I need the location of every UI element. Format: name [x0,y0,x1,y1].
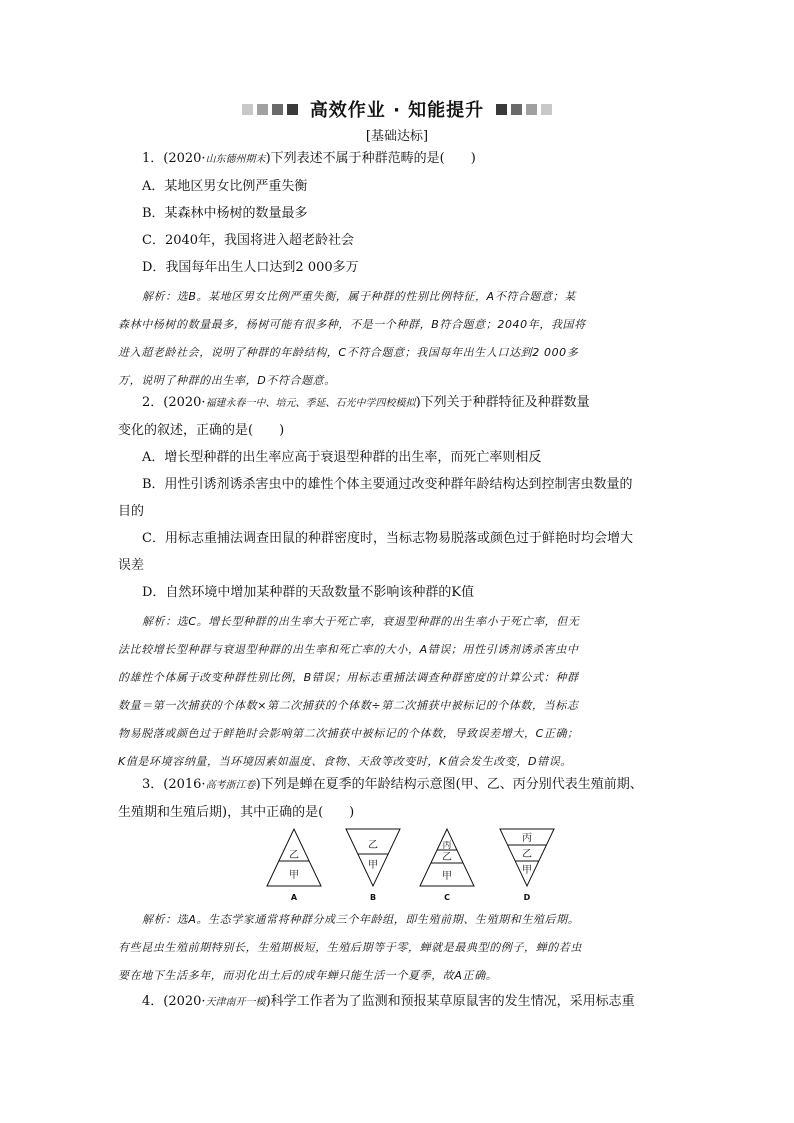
question-source: 福建永春一中、培元、季延、石光中学四校模拟 [205,398,416,409]
page-title: 高效作业 · 知能提升 [309,100,485,121]
analysis-line: 要在地下生活多年，而羽化出土后的成年蝉只能生活一个夏季，故A正确。 [118,969,498,982]
option-a: A．增长型种群的出生率应高于衰退型种群的出生率，而死亡率则相反 [142,450,542,465]
question-source: 高考浙江卷 [205,780,256,791]
section-subtitle: [基础达标] [365,129,429,144]
option-b-cont: 目的 [118,504,145,519]
square-decoration [511,104,522,115]
analysis-line: 解析：选A。生态学家通常将种群分成三个年龄组，即生殖前期、生殖期和生殖后期。 [142,913,580,926]
question-source: 天津南开一模 [205,997,266,1008]
analysis [118,283,678,395]
pyramid-c-layer-middle: 乙 [442,852,452,863]
square-decoration [287,104,298,115]
question-stem: 1．(2020·山东德州期末)下列表述不属于种群范畴的是( ) [142,151,476,166]
analysis-line: 有些昆虫生殖前期特别长，生殖期极短，生殖后期等于零，蝉就是最典型的例子，蝉的若虫 [118,941,582,954]
left-decoration [240,100,300,119]
pyramid-b-layer-top: 乙 [368,840,378,851]
question-1 [118,145,678,395]
square-decoration [541,104,552,115]
analysis-line: 物易脱落或颜色过于鲜艳时会影响第二次捕获中被标记的个体数，导致误差增大，C正确； [118,727,579,740]
analysis-line: 数量＝第一次捕获的个体数×第二次捕获的个体数÷第二次捕获中被标记的个体数，当标志 [118,699,579,712]
pyramid-c-layer-top: 丙 [442,841,452,851]
option-c-cont: 误差 [118,558,145,573]
analysis-line: 法比较增长型种群与衰退型种群的出生率和死亡率的大小，A错误；用性引诱剂诱杀害虫中 [118,643,579,656]
analysis-line: 解析：选B。某地区男女比例严重失衡，属于种群的性别比例特征，A不符合题意；某 [142,290,576,303]
analysis-line: K值是环境容纳量，当环境因素如温度、食物、天敌等改变时，K值会发生改变，D错误。 [118,755,572,768]
pyramids-svg [262,826,562,906]
option-c: C．2040年，我国将进入超老龄社会 [142,233,355,248]
question-stem: 3．(2016·高考浙江卷)下列是蝉在夏季的年龄结构示意图(甲、乙、丙分别代表生殖前期、 [142,777,643,792]
pyramid-c [420,829,474,902]
pyramid-b-label: B [369,893,377,902]
analysis-line: 万，说明了种群的出生率，D不符合题意。 [118,374,336,387]
analysis [118,608,678,776]
question-stem: 4．(2020·天津南开一模)科学工作者为了监测和预报某草原鼠害的发生情况，采用标志重 [142,994,635,1009]
question-stem: 2．(2020·福建永春一中、培元、季延、石光中学四校模拟)下列关于种群特征及种群数量 [142,395,590,410]
option-d: D．我国每年出生人口达到2 000多万 [142,260,359,275]
option-d: D．自然环境中增加某种群的天敌数量不影响该种群的K值 [142,585,475,600]
square-decoration [257,104,268,115]
pyramid-b-layer-bottom: 甲 [368,860,378,871]
square-decoration [496,104,507,115]
pyramid-d-layer-top: 丙 [522,833,532,844]
square-decoration [242,104,253,115]
pyramid-a-layer-top: 乙 [289,850,299,861]
question-2 [118,389,678,776]
pyramid-b [346,829,400,902]
question-stem-cont: 变化的叙述，正确的是( ) [118,423,285,438]
option-a: A．某地区男女比例严重失衡 [142,179,308,194]
question-stem-cont: 生殖期和生殖后期)，其中正确的是( ) [118,805,355,820]
analysis-line: 进入超老龄社会，说明了种群的年龄结构，C不符合题意；我国每年出生人口达到2 000多 [118,346,579,359]
question-3-analysis [118,906,678,990]
option-c: C．用标志重捕法调查田鼠的种群密度时，当标志物易脱落或颜色过于鲜艳时均会增大 [142,531,633,546]
analysis-line: 森林中杨树的数量最多，杨树可能有很多种，不是一个种群，B符合题意；2040年，我国将 [118,318,586,331]
question-source: 山东德州期末 [205,154,266,165]
pyramid-a [267,829,321,902]
option-b: B．用性引诱剂诱杀害虫中的雄性个体主要通过改变种群年龄结构达到控制害虫数量的 [142,477,633,492]
pyramid-c-layer-bottom: 甲 [442,871,452,882]
age-structure-figure [262,826,562,906]
pyramid-d [500,829,554,902]
pyramid-a-label: A [290,893,298,902]
section-header [0,96,794,122]
pyramid-d-label: D [523,893,531,902]
square-decoration [272,104,283,115]
analysis-line: 解析：选C。增长型种群的出生率大于死亡率，衰退型种群的出生率小于死亡率，但无 [142,615,580,628]
pyramid-c-label: C [444,893,450,902]
pyramid-a-layer-bottom: 甲 [289,870,299,881]
square-decoration [526,104,537,115]
question-3 [118,771,678,826]
analysis-line: 的雄性个体属于改变种群性别比例，B错误；用标志重捕法调查种群密度的计算公式：种群 [118,671,579,684]
pyramid-d-layer-middle: 乙 [522,849,532,860]
right-decoration [494,100,554,119]
pyramid-d-layer-bottom: 甲 [522,865,532,876]
option-b: B．某森林中杨树的数量最多 [142,206,308,221]
question-4 [118,988,678,1016]
